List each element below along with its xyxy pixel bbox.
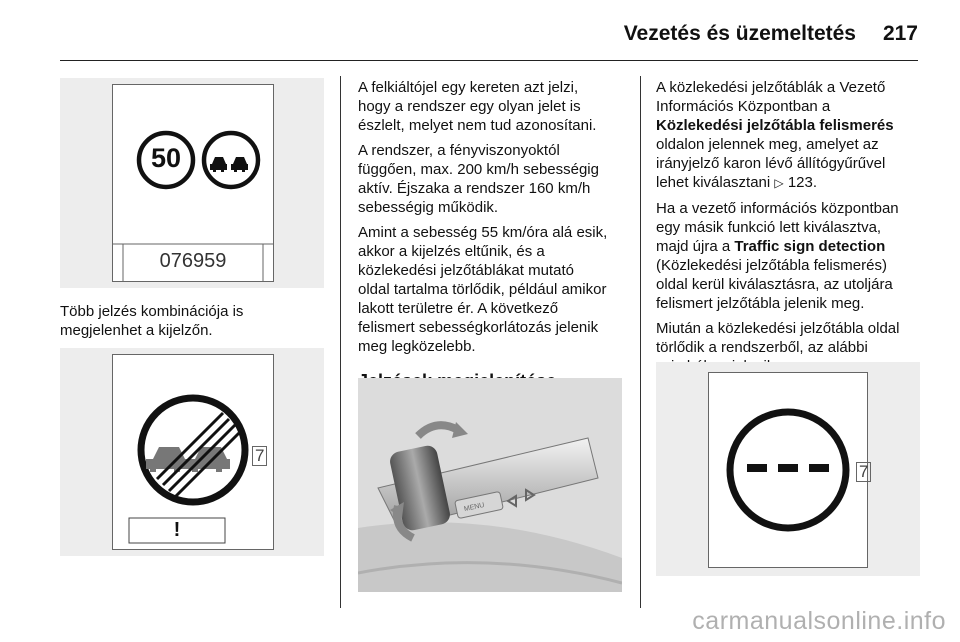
paragraph: A felkiáltójel egy kereten azt jelzi, hogy a rendszer egy olyan jelet is észlelt, melyet nem tud azonosítani. [358,79,597,134]
right-column [656,78,931,382]
paragraph: Amint a sebesség 55 km/óra alá esik, akkor a kijelzés eltűnik, és a közlekedési jelzőtáblákat mutató oldal tartalma törlődik, például amikor lakott területre ér. A következő felismert sebességkorlátozás jelenik meg legközelebb. [358,224,608,355]
column-divider-1 [340,76,341,608]
middle-column [358,78,633,391]
page-header [60,18,918,52]
watermark: carmanualsonline.info [692,607,946,635]
caption-line: Több jelzés kombinációja is [60,303,244,320]
no-overtaking-icon [204,133,258,187]
paragraph: A rendszer, a fényviszonyoktól függően, max. 200 km/h sebességig aktív. Éjszaka a rendszer 160 km/h sebességig működik. [358,142,599,216]
paragraph: A közlekedési jelzőtáblák a Vezető Információs Központban a Közlekedési jelzőtábla felismerés oldalon jelennek meg, amelyet az irányjelző karon lévő állítógyűrűvel lehet kiválasztani ▷ 123. [656,79,894,191]
unknown-sign-mark: ! [173,519,181,541]
page-ref-arrow-icon: ▷ [774,176,784,190]
stalk-menu-label: MENU [463,501,486,514]
figure-caption [60,302,330,340]
no-sign-symbol [709,373,867,567]
paragraph: Ha a vezető információs központban egy másik funkció lett kiválasztva, majd újra a Traffic sign detection (Közlekedési jelzőtábla felismerés) oldal kerül kiválasztásra, az utoljára felismert jelzőtábla jelenik meg. [656,200,899,312]
page-reference-link[interactable]: 123. [787,174,818,191]
display-panel [708,372,868,568]
figure-index: 7 [252,446,267,466]
stalk-graphic [358,378,622,592]
figure-sign-combination [60,78,324,288]
page-number: 217 [882,22,918,45]
bold-term: Közlekedési jelzőtábla felismerés [656,117,894,134]
figure-turn-signal-stalk [358,378,622,592]
paragraph: Miután a közlekedési jelzőtábla oldal törlődik a rendszerből, az alábbi [656,320,900,356]
display-panel [112,354,274,550]
header-rule [60,60,918,61]
speed-limit-value: 50 [150,143,182,173]
sign-code: 076959 [159,250,227,272]
display-panel [112,84,274,282]
column-divider-2 [640,76,641,608]
figure-index: 7 [856,462,871,482]
caption-line: megjelenhet a kijelzőn. [60,322,213,339]
figure-no-sign-detected [656,362,920,576]
page-title: Vezetés és üzemeltetés [623,22,856,45]
bold-term: Traffic sign detection [734,238,886,255]
figure-end-of-restriction [60,348,324,556]
